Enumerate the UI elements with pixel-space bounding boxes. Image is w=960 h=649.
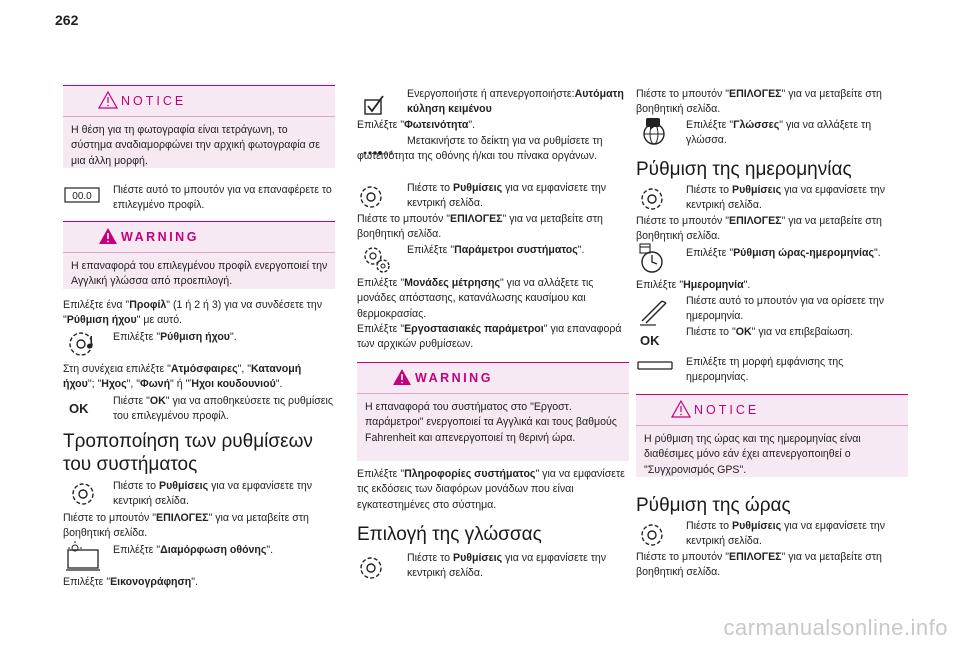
- notice-text: Η ρύθμιση της ώρας και της ημερομηνίας είναι διαθέσιμες μόνο εάν έχει απενεργοποιηθεί ο "Συγχρονισμός GPS".: [644, 433, 861, 476]
- reset-text: Πιέστε αυτό το μπουτόν για να επαναφέρετε το επιλεγμένο προφίλ.: [113, 184, 332, 212]
- options2-text: Πιέστε το μπουτόν "ΕΠΙΛΟΓΕΣ" για να μεταβείτε στη βοηθητική σελίδα.: [636, 215, 882, 243]
- display-value-icon: [63, 180, 103, 208]
- display-config-text: Επιλέξτε "Διαμόρφωση οθόνης".: [113, 544, 274, 556]
- warning-box: [63, 221, 335, 289]
- display-value-label: 00.0: [72, 191, 92, 202]
- units-text: Επιλέξτε "Μονάδες μέτρησης" για να αλλάξετε τις μονάδες απόστασης, κατανάλωσης καυσίμου και θερμοκρασίας.: [357, 277, 594, 320]
- profile-text: Επιλέξτε ένα "Προφίλ" (1 ή 2 ή 3) για να συνδέσετε την "Ρύθμιση ήχου" με αυτό.: [63, 299, 323, 327]
- settings-gear-icon: [636, 518, 676, 552]
- warning-triangle-icon: [392, 368, 412, 386]
- auto-scroll-text: Ενεργοποιήστε ή απενεργοποιήστε:Αυτόματη κύληση κειμένου: [407, 88, 624, 116]
- pencil-icon: [636, 293, 676, 327]
- section-heading-language: Επιλογή της γλώσσας: [357, 524, 542, 545]
- warning-box: [357, 362, 629, 461]
- warning-text: Η επαναφορά του συστήματος στο "Εργοστ. παράμετροι" ενεργοποιεί τα Αγγλικά και τους βαθμούς Fahrenheit και απενεργοποιεί τη θερινή ώρα.: [365, 401, 617, 444]
- date-select-text: Επιλέξτε "Ημερομηνία".: [636, 279, 751, 291]
- languages-text: Επιλέξτε "Γλώσσες" για να αλλάξετε τη γλώσσα.: [686, 119, 872, 147]
- lang-settings-text: Πιέστε το Ρυθμίσεις για να εμφανίσετε την κεντρική σελίδα.: [407, 552, 607, 580]
- notice-box: [636, 394, 908, 477]
- settings-text: Πιέστε το Ρυθμίσεις για να εμφανίσετε την κεντρική σελίδα.: [686, 184, 886, 212]
- notice-triangle-icon: [671, 400, 691, 418]
- section-heading-system-settings: Τροποποίηση των ρυθμίσεων του συστήματος: [63, 431, 313, 475]
- options-text: Πιέστε το μπουτόν "ΕΠΙΛΟΓΕΣ" για να μεταβείτε στη βοηθητική σελίδα.: [636, 88, 882, 116]
- settings-gear-icon: [636, 182, 676, 216]
- continue-text: Στη συνέχεια επιλέξτε "Ατμόσφαιρες", "Κατανομή ήχου"; "Ηχος", "Φωνή" ή "Ήχοι κουδουνιού".: [63, 363, 302, 391]
- time-settings-text: Πιέστε το Ρυθμίσεις για να εμφανίσετε την κεντρική σελίδα.: [686, 520, 886, 548]
- system-info-text: Επιλέξτε "Πληροφορίες συστήματος" για να εμφανίσετε τις εκδόσεις των διαφόρων μονάδων που είναι εγκατεστημένες στο σύστημα.: [357, 468, 625, 511]
- notice-title: NOTICE: [694, 403, 760, 417]
- ok-text: Πιέστε "OK" για να αποθηκεύσετε τις ρυθμίσεις του επιλεγμένου προφίλ.: [113, 395, 333, 423]
- format-list-icon: [636, 353, 676, 379]
- ok-icon: OK: [69, 401, 89, 416]
- settings-text: Πιέστε το Ρυθμίσεις για να εμφανίσετε την κεντρική σελίδα.: [407, 182, 607, 210]
- warning-text: Η επαναφορά του επιλεγμένου προφίλ ενεργοποιεί την Αγγλική γλώσσα από προεπιλογή.: [71, 260, 328, 288]
- watermark-logo: carmanualsonline.info: [723, 615, 948, 640]
- sound-select-text: Επιλέξτε "Ρύθμιση ήχου".: [113, 331, 237, 343]
- sound-settings-icon: [63, 326, 103, 360]
- section-heading-date: Ρύθμιση της ημερομηνίας: [636, 159, 852, 180]
- options-text: Πιέστε το μπουτόν "ΕΠΙΛΟΓΕΣ" για να μεταβείτε στη βοηθητική σελίδα.: [357, 213, 603, 241]
- animation-text: Επιλέξτε "Εικονογράφηση".: [63, 576, 198, 588]
- ok-text: Πιέστε το "OK" για να επιβεβαίωση.: [686, 326, 853, 338]
- warning-triangle-icon: [98, 227, 118, 245]
- language-globe-icon: [636, 116, 676, 150]
- notice-triangle-icon: [98, 91, 118, 109]
- notice-box: [63, 85, 335, 168]
- options-text: Πιέστε το μπουτόν "ΕΠΙΛΟΓΕΣ" για να μεταβείτε στη βοηθητική σελίδα.: [63, 512, 309, 540]
- slider-text: Μετακινήστε το δείκτη για να ρυθμίσετε τη φωτεινότητα της οθόνης ή/και του πίνακα οργάνων.: [357, 135, 603, 163]
- time-date-text: Επιλέξτε "Ρύθμιση ώρας-ημερομηνίας".: [686, 247, 881, 259]
- settings-gear-icon: [357, 180, 397, 214]
- clock-calendar-icon: [636, 242, 676, 276]
- options3-text: Πιέστε το μπουτόν "ΕΠΙΛΟΓΕΣ" για να μεταβείτε στη βοηθητική σελίδα.: [636, 551, 882, 579]
- settings-gear-icon: [357, 551, 397, 585]
- factory-text: Επιλέξτε "Εργοστασιακές παράμετροι" για επαναφορά των αρχικών ρυθμίσεων.: [357, 323, 622, 351]
- notice-title: NOTICE: [121, 94, 187, 108]
- system-params-text: Επιλέξτε "Παράμετροι συστήματος".: [407, 244, 585, 256]
- warning-title: WARNING: [415, 371, 493, 385]
- screen-brightness-icon: [63, 540, 103, 574]
- settings-gear-icon: [63, 477, 103, 511]
- date-format-text: Επιλέξτε τη μορφή εμφάνισης της ημερομηνίας.: [686, 356, 844, 384]
- brightness-text: Επιλέξτε "Φωτεινότητα".: [357, 119, 476, 131]
- system-settings-gear-icon: [357, 242, 397, 276]
- notice-text: Η θέση για τη φωτογραφία είναι τετράγωνη, το σύστημα αναδιαμορφώνει την αρχική φωτογραφία σε μια άλλη μορφή.: [71, 124, 320, 167]
- page-number: 262: [55, 12, 79, 28]
- ok-icon: OK: [640, 333, 660, 348]
- warning-title: WARNING: [121, 230, 199, 244]
- settings-text: Πιέστε το Ρυθμίσεις για να εμφανίσετε την κεντρική σελίδα.: [113, 480, 313, 508]
- section-heading-time: Ρύθμιση της ώρας: [636, 495, 791, 516]
- define-date-text: Πιέστε αυτό το μπουτόν για να ορίσετε την ημερομηνία.: [686, 295, 885, 323]
